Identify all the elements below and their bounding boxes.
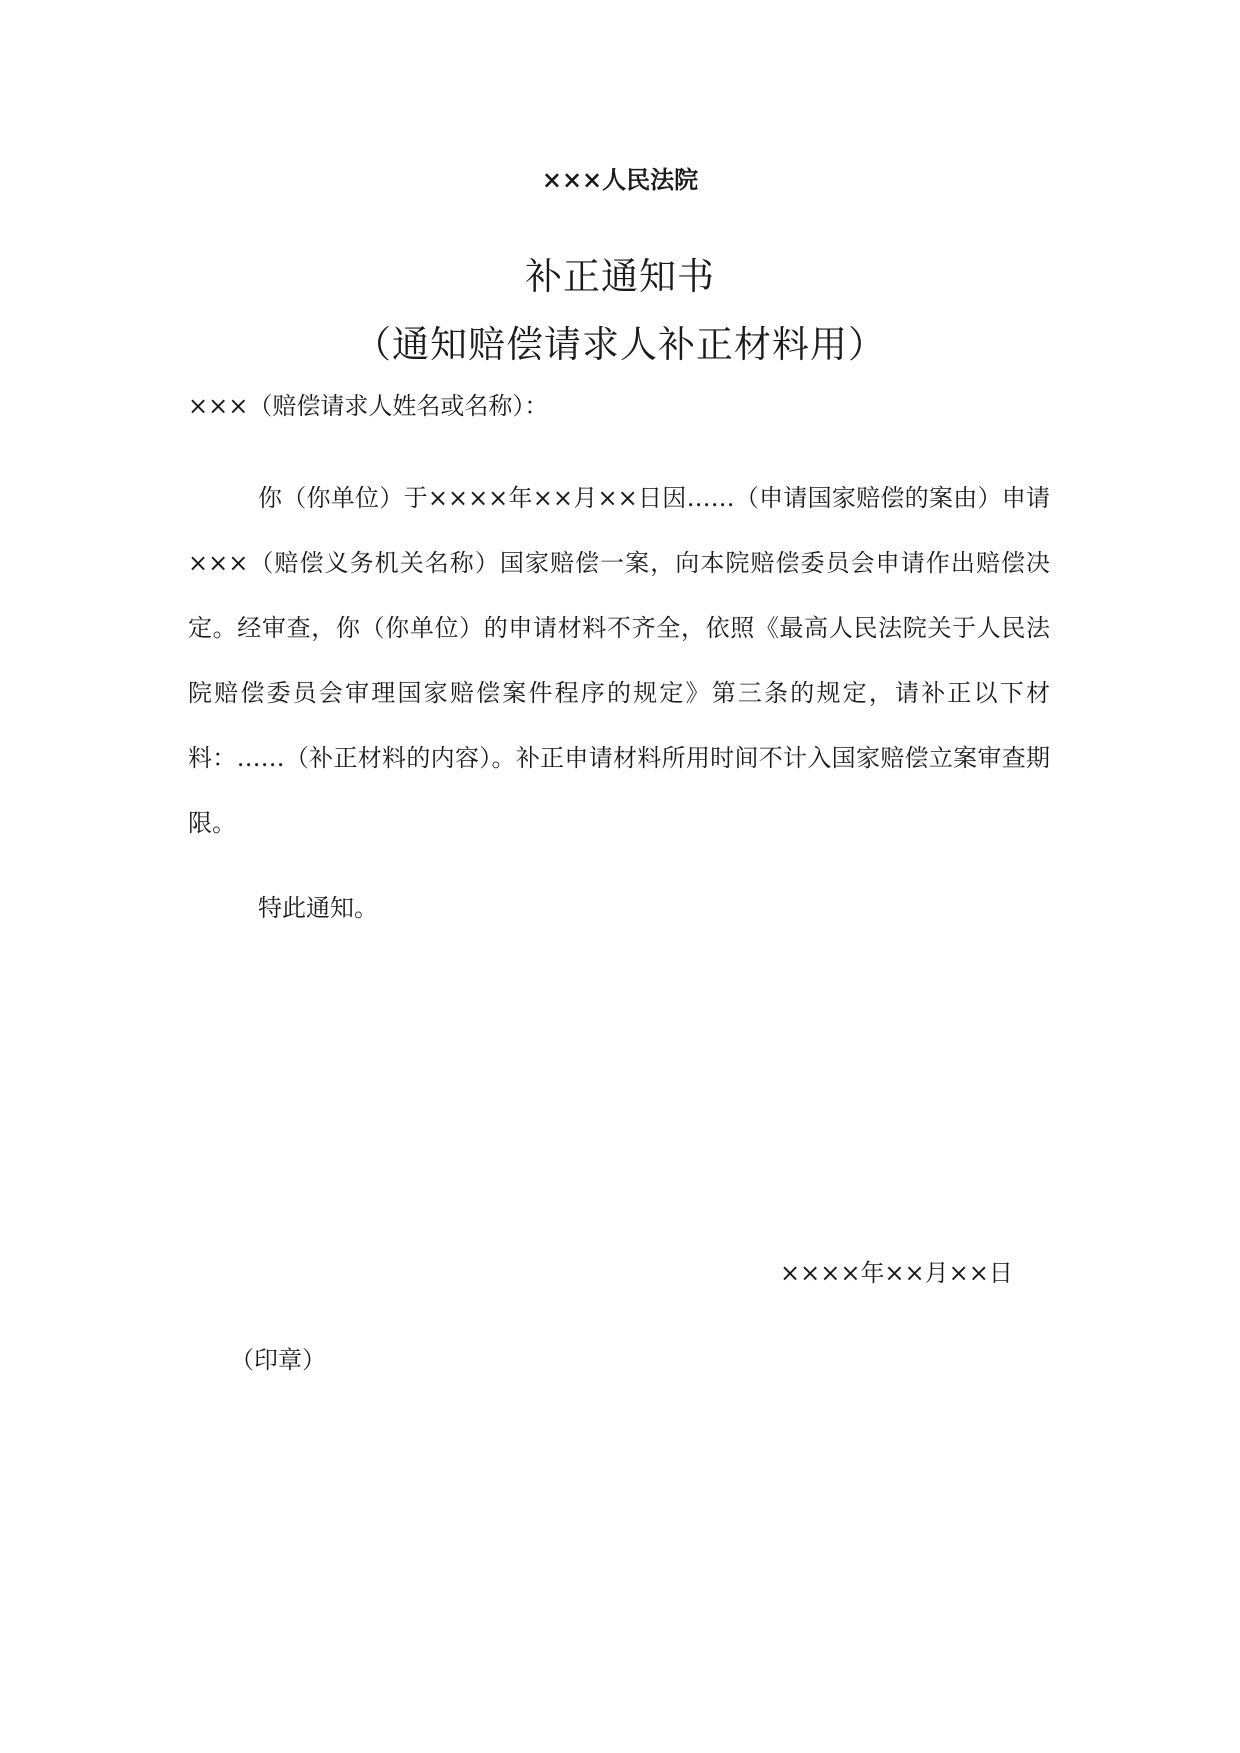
court-name: ×××人民法院 xyxy=(541,165,699,194)
closing-line: 特此通知。 xyxy=(258,894,378,922)
seal-placeholder: （印章） xyxy=(230,1346,326,1374)
document-subtitle: （通知赔偿请求人补正材料用） xyxy=(354,323,886,366)
body-paragraph: 你（你单位）于××××年××月××日因……（申请国家赔偿的案由）申请×××（赔偿义务机关名称）国家赔偿一案，向本院赔偿委员会申请作出赔偿决定。经审查，你（你单位）的申请材料不齐全，依照《最高人民法院关于人民法院赔偿委员会审理国家赔偿案件程序的规定》第三条的规定，请补正以下材料：……（补正材料的内容）。补正申请材料所用时间不计入国家赔偿立案审查期限。 xyxy=(188,484,1050,837)
addressee-line: ×××（赔偿请求人姓名或名称）： xyxy=(188,392,549,420)
document-title: 补正通知书 xyxy=(525,255,715,298)
date-line: ××××年××月××日 xyxy=(780,1259,1013,1287)
